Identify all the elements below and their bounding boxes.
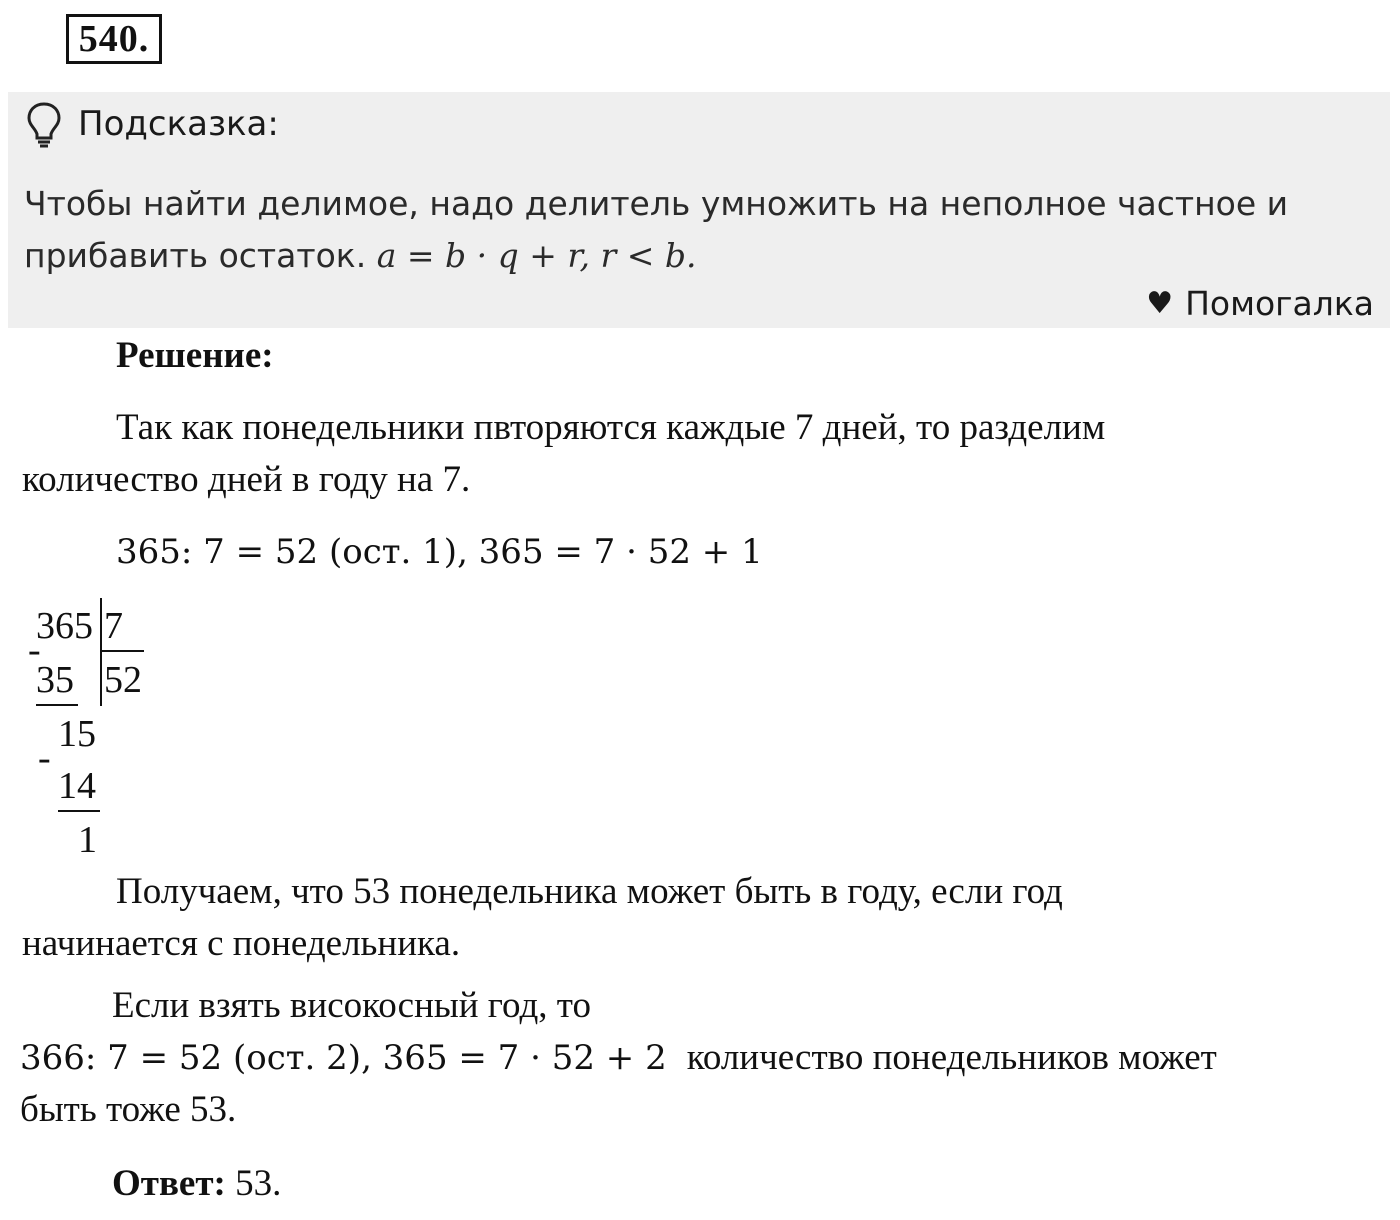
division-divisor-underline <box>102 650 144 652</box>
solution-para3-line3: быть тоже 53. <box>20 1089 237 1130</box>
division-line-2 <box>58 810 100 812</box>
hint-title: Подсказка: <box>78 104 279 144</box>
solution-para2-line1: Получаем, что 53 понедельника может быть в году, если год <box>116 871 1063 912</box>
hint-formula: a = b · q + r, r < b. <box>376 236 697 275</box>
answer-label: Ответ: <box>112 1163 226 1204</box>
solution-para2-line2: начинается с понедельника. <box>22 923 461 964</box>
problem-number: 540. <box>66 14 162 64</box>
division-line-1 <box>36 704 78 706</box>
helper-label: Помогалка <box>1185 284 1374 323</box>
division-subtrahend-2: 14 <box>58 765 96 807</box>
equation-2: 366: 7 = 52 (ост. 2), 365 = 7 · 52 + 2 <box>20 1038 667 1078</box>
division-vertical-bar <box>100 598 102 706</box>
division-minus-1: - <box>28 629 41 671</box>
helper-link[interactable] <box>1146 282 1374 326</box>
hint-text-line-1: Чтобы найти делимое, надо делитель умножить на неполное частное и <box>24 184 1289 223</box>
division-final-remainder: 1 <box>78 819 97 861</box>
division-dividend: 365 <box>36 605 93 647</box>
solution-para1-line2: количество дней в году на 7. <box>22 459 471 500</box>
division-divisor: 7 <box>104 605 123 647</box>
answer <box>112 1158 281 1210</box>
solution-para3-tail: количество понедельников может <box>686 1037 1217 1078</box>
lightbulb-icon <box>24 100 64 148</box>
division-subtrahend-1: 35 <box>36 659 74 701</box>
solution-para3-line1: Если взять високосный год, то <box>112 985 591 1026</box>
division-quotient: 52 <box>104 659 142 701</box>
division-minus-2: - <box>38 737 51 779</box>
answer-value: 53. <box>235 1163 282 1204</box>
equation-1: 365: 7 = 52 (ост. 1), 365 = 7 · 52 + 1 <box>116 532 763 572</box>
solution-para3-line2 <box>20 1032 1217 1084</box>
division-remainder-1: 15 <box>58 713 96 755</box>
hint-text: прибавить остаток. <box>24 236 367 275</box>
hint-text-line-2 <box>24 230 697 282</box>
solution-para1-line1: Так как понедельники пвторяются каждые 7 дней, то разделим <box>116 407 1106 448</box>
heart-icon: ♥ <box>1146 286 1174 321</box>
solution-heading: Решение: <box>116 335 274 376</box>
